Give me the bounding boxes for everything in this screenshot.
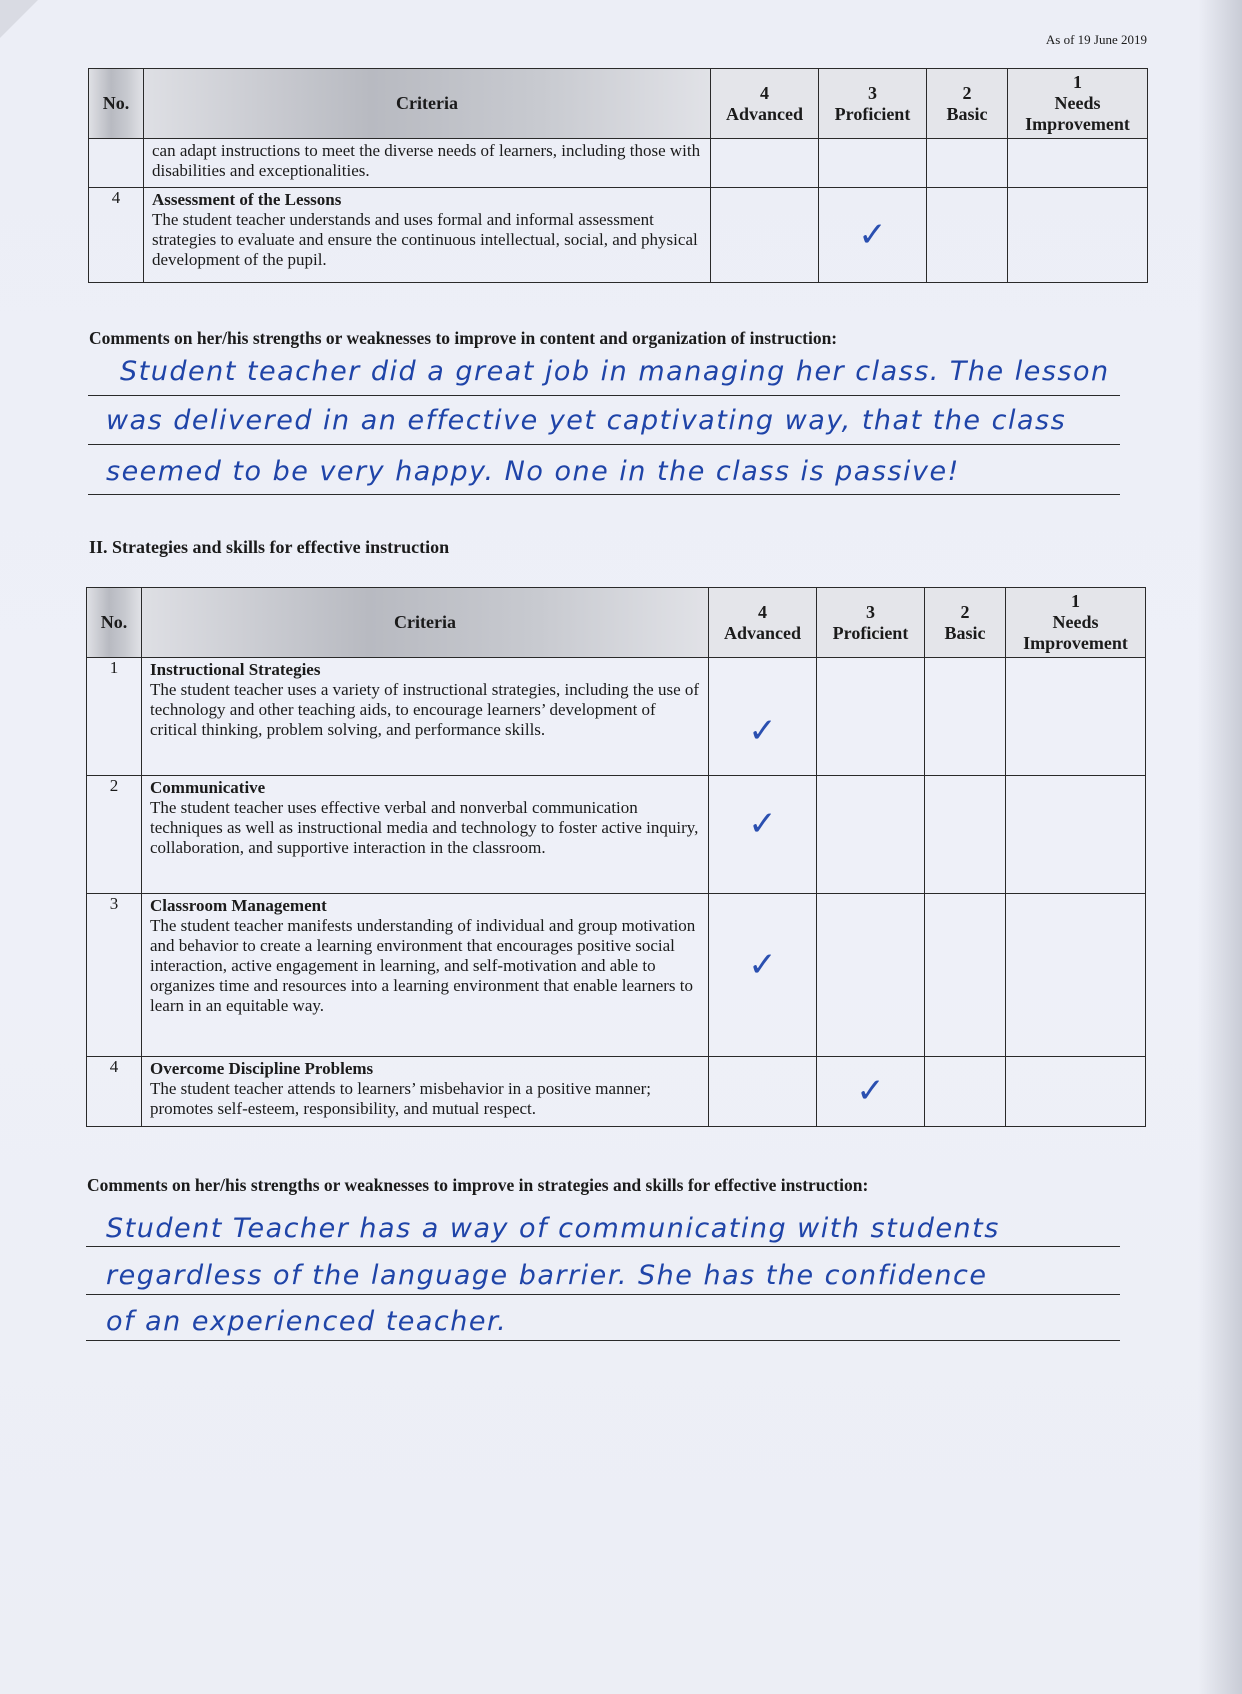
- handwritten-comment-line: was delivered in an effective yet captivating way, that the class: [106, 405, 1067, 436]
- criteria-cell: [142, 776, 709, 894]
- comment-rule: [88, 494, 1120, 495]
- criteria-cell: [144, 139, 711, 188]
- handwritten-comment-line: Student Teacher has a way of communicating with students: [106, 1213, 1000, 1244]
- handwritten-comment-line: of an experienced teacher.: [106, 1306, 508, 1337]
- comment-rule: [88, 444, 1120, 445]
- row-number: 4: [89, 188, 144, 283]
- header-needs-improvement: 1 Needs Improvement: [1008, 69, 1148, 139]
- header-criteria: Criteria: [144, 69, 711, 139]
- header-criteria: Criteria: [142, 588, 709, 658]
- row-number: 3: [87, 894, 142, 1057]
- criteria-text: The student teacher manifests understanding of individual and group motivation and behavior to create a learning environment that encourages positive social interaction, active engagement in learning, and self-motivation and able to organizes time and resources into a learning environment that enable learners to learn in an equitable way.: [150, 916, 696, 1016]
- rating-advanced: [709, 894, 817, 1057]
- table-row: [87, 1057, 1146, 1127]
- row-number: 1: [87, 658, 142, 776]
- criteria-text: can adapt instructions to meet the diverse needs of learners, including those with disabilities and exceptionalities.: [152, 141, 701, 181]
- rating-proficient: [817, 1057, 925, 1127]
- handwritten-comment-line: Student teacher did a great job in managing her class. The lesson: [120, 356, 1110, 387]
- table-header-row: [89, 69, 1148, 139]
- criteria-title: Instructional Strategies: [150, 660, 321, 679]
- comment-rule: [86, 1294, 1120, 1295]
- criteria-cell: [142, 1057, 709, 1127]
- check-mark-icon: ✓: [858, 214, 887, 255]
- header-no: No.: [87, 588, 142, 658]
- header-proficient: 3 Proficient: [819, 69, 927, 139]
- table-row: [89, 139, 1148, 188]
- page-edge-shadow: [1198, 0, 1242, 1694]
- comment-rule: [86, 1340, 1120, 1341]
- comment-label-strategies: Comments on her/his strengths or weaknesses to improve in strategies and skills for effective instruction:: [87, 1175, 869, 1195]
- criteria-title: Communicative: [150, 778, 266, 797]
- rating-advanced: [709, 776, 817, 894]
- criteria-title: Assessment of the Lessons: [152, 190, 342, 209]
- header-basic: 2 Basic: [925, 588, 1006, 658]
- rating-proficient: [819, 188, 927, 283]
- row-number: 4: [87, 1057, 142, 1127]
- table-row: [87, 658, 1146, 776]
- header-advanced: 4 Advanced: [709, 588, 817, 658]
- criteria-cell: [144, 188, 711, 283]
- criteria-cell: [142, 894, 709, 1057]
- table-header-row: [87, 588, 1146, 658]
- criteria-table-2: [86, 587, 1146, 1127]
- criteria-text: The student teacher uses effective verbal and nonverbal communication techniques as well as instructional media and technology to foster active inquiry, collaboration, and supportive interaction in the classroom.: [150, 798, 699, 858]
- check-mark-icon: ✓: [748, 944, 777, 985]
- page-corner: [0, 0, 38, 38]
- comment-rule: [88, 395, 1120, 396]
- handwritten-comment-line: regardless of the language barrier. She has the confidence: [106, 1260, 988, 1291]
- check-mark-icon: ✓: [748, 804, 777, 845]
- header-no: No.: [89, 69, 144, 139]
- table-row: [89, 188, 1148, 283]
- check-mark-icon: ✓: [748, 711, 777, 752]
- row-number: [89, 139, 144, 188]
- criteria-text: The student teacher attends to learners’ misbehavior in a positive manner; promotes self-esteem, responsibility, and mutual respect.: [150, 1079, 652, 1119]
- table-row: [87, 776, 1146, 894]
- row-number: 2: [87, 776, 142, 894]
- table-row: [87, 894, 1146, 1057]
- criteria-title: Overcome Discipline Problems: [150, 1059, 374, 1078]
- comment-rule: [86, 1246, 1120, 1247]
- handwritten-comment-line: seemed to be very happy. No one in the class is passive!: [106, 456, 960, 487]
- header-basic: 2 Basic: [927, 69, 1008, 139]
- header-proficient: 3 Proficient: [817, 588, 925, 658]
- header-needs-improvement: 1 Needs Improvement: [1006, 588, 1146, 658]
- criteria-text: The student teacher uses a variety of instructional strategies, including the use of technology and other teaching aids, to encourage learners’ development of critical thinking, problem solving, and performance skills.: [150, 680, 700, 740]
- criteria-text: The student teacher understands and uses formal and informal assessment strategies to evaluate and ensure the continuous intellectual, social, and physical development of the pupil.: [152, 210, 698, 270]
- as-of-date: As of 19 June 2019: [1045, 32, 1147, 47]
- criteria-cell: [142, 658, 709, 776]
- header-advanced: 4 Advanced: [711, 69, 819, 139]
- section-title: II. Strategies and skills for effective instruction: [89, 537, 450, 557]
- check-mark-icon: ✓: [856, 1071, 885, 1112]
- rating-advanced: [709, 658, 817, 776]
- criteria-title: Classroom Management: [150, 896, 327, 915]
- criteria-table-1: [88, 68, 1148, 283]
- comment-label-content: Comments on her/his strengths or weaknesses to improve in content and organization of instruction:: [89, 328, 838, 348]
